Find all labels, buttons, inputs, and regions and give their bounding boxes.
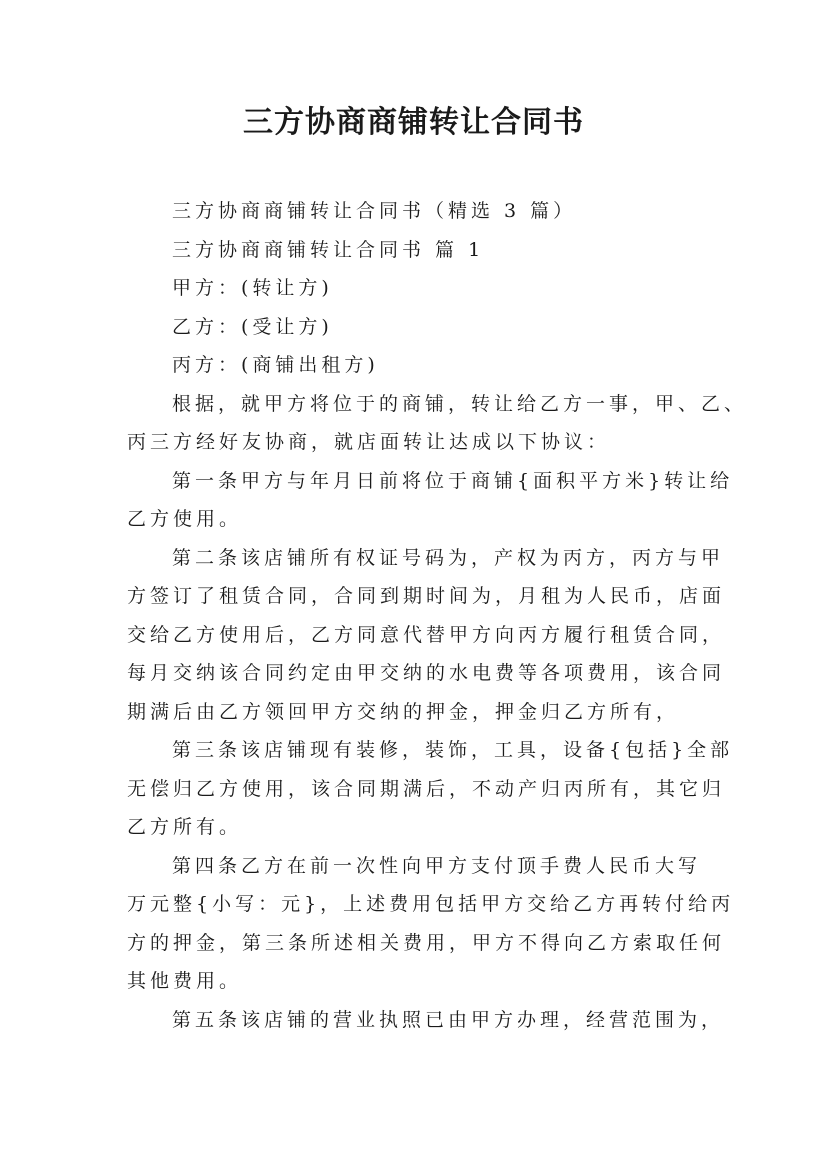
paragraph-line: 丙三方经好友协商，就店面转让达成以下协议： — [127, 431, 611, 453]
party-a-line: 甲方：(转让方) — [172, 277, 333, 299]
document-title: 三方协商商铺转让合同书 — [243, 105, 584, 140]
paragraph-line: 第一条甲方与年月日前将位于商铺{面积平方米}转让给 — [172, 470, 734, 492]
paragraph-line: 乙方所有。 — [127, 816, 243, 838]
paragraph-line: 第二条该店铺所有权证号码为，产权为丙方，丙方与甲 — [172, 547, 725, 569]
party-c-line: 丙方：(商铺出租方) — [172, 354, 379, 376]
paragraph-line: 其他费用。 — [127, 970, 243, 992]
paragraph-line: 期满后由乙方领回甲方交纳的押金，押金归乙方所有， — [127, 701, 680, 723]
paragraph-line: 方签订了租赁合同，合同到期时间为，月租为人民币，店面 — [127, 585, 726, 607]
paragraph-line: 第五条该店铺的营业执照已由甲方办理，经营范围为， — [172, 1009, 725, 1031]
section-heading: 三方协商商铺转让合同书 篇 1 — [172, 239, 485, 261]
paragraph-line: 第四条乙方在前一次性向甲方支付顶手费人民币大写 — [172, 855, 702, 877]
paragraph-line: 交给乙方使用后，乙方同意代替甲方向丙方履行租赁合同， — [127, 624, 726, 646]
paragraph-line: 乙方使用。 — [127, 508, 243, 530]
paragraph-line: 每月交纳该合同约定由甲交纳的水电费等各项费用，该合同 — [127, 662, 726, 684]
paragraph-line: 根据，就甲方将位于的商铺，转让给乙方一事，甲、乙、 — [172, 393, 748, 415]
paragraph-line: 第三条该店铺现有装修，装饰，工具，设备{包括}全部 — [172, 739, 734, 761]
paragraph-line: 无偿归乙方使用，该合同期满后，不动产归丙所有，其它归 — [127, 778, 726, 800]
paragraph-line: 方的押金，第三条所述相关费用，甲方不得向乙方索取任何 — [127, 932, 726, 954]
subtitle-line: 三方协商商铺转让合同书（精选 3 篇） — [172, 200, 577, 222]
party-b-line: 乙方：(受让方) — [172, 316, 333, 338]
paragraph-line: 万元整{小写：元}，上述费用包括甲方交给乙方再转付给丙 — [127, 893, 735, 915]
